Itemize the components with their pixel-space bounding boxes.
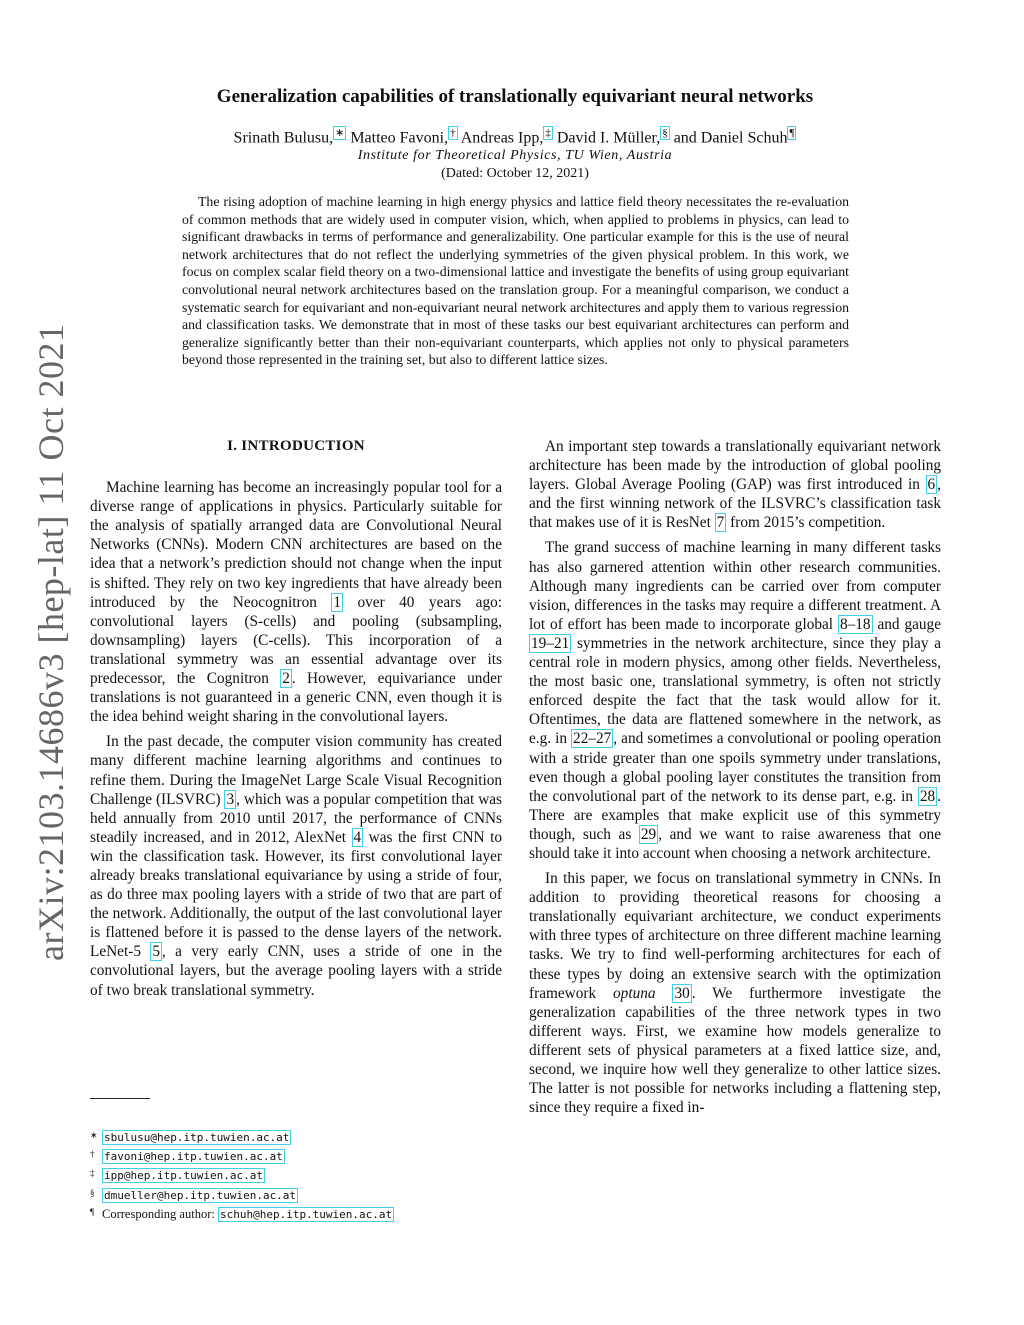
footnote bbox=[90, 1165, 490, 1184]
footnote bbox=[90, 1127, 490, 1146]
body-text: , and we want to raise awareness that one should take it into account when choosing a network architecture. bbox=[529, 825, 941, 862]
body-paragraph bbox=[529, 538, 941, 863]
abstract bbox=[182, 193, 849, 369]
author-footnote-link[interactable]: ¶ bbox=[789, 127, 795, 139]
footnote-mark: § bbox=[90, 1187, 95, 1198]
body-text: , which was a popular competition that was held annually from 2010 until 2017, the performance of CNNs steadily increased, and in 2012, AlexNet bbox=[90, 790, 502, 846]
left-column-body bbox=[90, 478, 502, 1000]
left-column bbox=[90, 437, 502, 1006]
right-column-body bbox=[529, 437, 941, 1117]
email-link[interactable]: dmueller@hep.itp.tuwien.ac.at bbox=[104, 1188, 297, 1202]
body-text: . However, equivariance under translations is not guaranteed in a generic CNN, even though it is the idea behind weight sharing in the convolutional layers. bbox=[90, 670, 502, 726]
body-text: , a very early CNN, uses a stride of one in the convolutional layers, but the average pooling layers with a stride of two break translational symmetry. bbox=[90, 943, 502, 999]
arxiv-sidebar bbox=[18, 323, 78, 965]
body-text: An important step towards a translationally equivariant network architecture has been made by the introduction of global pooling layers. Global Average Pooling (GAP) was first introduced in bbox=[529, 438, 941, 494]
body-text: and gauge bbox=[872, 615, 941, 633]
body-text: In this paper, we focus on translational symmetry in CNNs. In addition to providing theoretical reasons for choosing a translationally equivariant architecture, we conduct experiments with three types of architecture on three different machine learning tasks. We try to find well-performing architectures for each of these types by doing an extensive search with the optimization framework bbox=[529, 870, 941, 1002]
footnote-prefix: Corresponding author: bbox=[102, 1206, 218, 1221]
body-text: symmetries in the network architecture, since they play a central role in modern physics, among other fields. Nevertheless, the most basic one, translational symmetry, is often not strictly enforced despite the fact that the task would allow for it. Oftentimes, the data are flattened somewhere in the network, as e.g. in bbox=[529, 634, 941, 748]
reference-link[interactable]: 3 bbox=[226, 790, 235, 808]
reference-link[interactable]: 7 bbox=[716, 514, 725, 532]
body-text: from 2015’s competition. bbox=[726, 514, 886, 532]
body-text: . There are examples that make explicit use of this symmetry though, such as bbox=[529, 787, 941, 843]
body-text: In the past decade, the computer vision community has created many different machine learning algorithms and continues to refine them. During the ImageNet Large Scale Visual Recognition Challenge (ILSVRC) bbox=[90, 733, 502, 808]
abstract-text: The rising adoption of machine learning in high energy physics and lattice field theory necessitates the re-evaluation of common methods that are widely used in computer vision, which, when applied to problems in physics, can lead to significant drawbacks in terms of performance and generalizability. One particular example for this is the use of neural network architectures that do not reflect the underlying symmetries of the given physical problem. In this work, we focus on complex scalar field theory on a two-dimensional lattice and investigate the benefits of using group equivariant convolutional neural network architectures based on the translation group. For a meaningful comparison, we conduct a systematic search for equivariant and non-equivariant neural network architectures and apply them to various regression and classification tasks. We demonstrate that in most of these tasks our best equivariant architectures can perform and generalize significantly better than their non-equivariant counterparts, which applies not only to physical parameters beyond those represented in the training set, but also to different lattice sizes. bbox=[182, 194, 849, 368]
email-link[interactable]: ipp@hep.itp.tuwien.ac.at bbox=[104, 1169, 263, 1183]
body-paragraph bbox=[90, 732, 502, 999]
author-footnote-link[interactable]: § bbox=[662, 127, 668, 139]
body-text: was the first CNN to win the classification task. However, its first convolutional layer already breaks translational equivariance by using a stride of four, as do three max pooling layers with a stride of two that are part of the network. Additionally, the output of the last convolutional layer is flattened before it is passed to the dense layers of the network. LeNet-5 bbox=[90, 828, 502, 961]
reference-link[interactable]: 1 bbox=[333, 593, 342, 611]
footnote bbox=[90, 1185, 490, 1204]
body-text: , and sometimes a convolutional or pooling operation with a stride greater than one spoils symmetry under translations, even though a global pooling layer constitutes the transition from the convolutional part of the network to its dense part, e.g. in bbox=[529, 730, 941, 805]
footnote-mark: ¶ bbox=[90, 1206, 95, 1217]
emphasis-text: optuna bbox=[613, 984, 656, 1002]
author-name: Andreas Ipp, bbox=[460, 129, 544, 147]
footnotes bbox=[90, 1127, 490, 1223]
author-footnote-link[interactable]: ‡ bbox=[545, 127, 551, 139]
body-paragraph bbox=[90, 478, 502, 726]
body-paragraph bbox=[529, 437, 941, 532]
footnote bbox=[90, 1146, 490, 1165]
author-name: Matteo Favoni, bbox=[350, 129, 449, 147]
body-text: . We furthermore investigate the generalization capabilities of the three network types in two different ways. First, we examine how models generalize to different sets of physical parameters at a fixed lattice size, and, second, we inquire how well they generalize to other lattice sizes. The latter is not possible for networks including a flattening step, since they require a fixed in- bbox=[529, 984, 941, 1117]
body-text: over 40 years ago: convolutional layers (S-cells) and pooling (subsampling, downsampling) layers (C-cells). This incorporation of a translational symmetry was an essential advantage over its predecessor, the Cognitron bbox=[90, 593, 503, 688]
email-link[interactable]: sbulusu@hep.itp.tuwien.ac.at bbox=[104, 1131, 290, 1144]
footnote-mark: † bbox=[90, 1149, 95, 1160]
author-list bbox=[100, 128, 930, 147]
right-column bbox=[529, 437, 941, 1123]
reference-link[interactable]: 2 bbox=[282, 670, 290, 688]
body-text: , and the first winning network of the ILSVRC’s classification task that makes use of it is ResNet bbox=[529, 476, 941, 532]
reference-link[interactable]: 5 bbox=[152, 943, 160, 961]
author-footnote-link[interactable]: ∗ bbox=[335, 127, 345, 139]
body-text: The grand success of machine learning in many different tasks has also garnered attention within other research communities. Although many ingredients can be carried over from computer vision, differences in the tasks may require a different treatment. A lot of effort has been made to incorporate global bbox=[529, 539, 941, 633]
author-footnote-link[interactable]: † bbox=[450, 127, 456, 139]
reference-link[interactable]: 28 bbox=[919, 787, 936, 805]
author-name: Srinath Bulusu, bbox=[233, 129, 334, 147]
reference-link[interactable]: 30 bbox=[674, 984, 690, 1002]
body-text: Machine learning has become an increasingly popular tool for a diverse range of applications in physics. Particularly suitable for the analysis of spatially arranged data are Convolutional Neural Networks (CNNs). Modern CNN architectures are based on the idea that a network’s prediction should not change when the input is shifted. They rely on two key ingredients that have already been introduced by the Neocognitron bbox=[90, 479, 502, 611]
paper-title: Generalization capabilities of translationally equivariant neural networks bbox=[216, 86, 814, 107]
reference-link[interactable]: 4 bbox=[353, 828, 362, 846]
footnote-rule bbox=[90, 1098, 150, 1099]
email-link[interactable]: favoni@hep.itp.tuwien.ac.at bbox=[104, 1150, 283, 1164]
reference-link[interactable]: 19–21 bbox=[531, 634, 570, 652]
reference-link[interactable]: 22–27 bbox=[573, 730, 612, 748]
footnote bbox=[90, 1204, 490, 1223]
email-link[interactable]: schuh@hep.itp.tuwien.ac.at bbox=[219, 1207, 393, 1221]
author-name: and Daniel Schuh bbox=[673, 129, 788, 147]
affiliation: Institute for Theoretical Physics, TU Wien, Austria bbox=[357, 148, 673, 163]
reference-link[interactable]: 29 bbox=[640, 825, 657, 843]
section-heading: I. INTRODUCTION bbox=[227, 438, 365, 454]
reference-link[interactable]: 8–18 bbox=[839, 615, 871, 633]
author-name: David I. Müller, bbox=[556, 129, 661, 147]
footnote-mark: ∗ bbox=[90, 1130, 98, 1140]
body-text bbox=[656, 985, 673, 1002]
footnote-mark: ‡ bbox=[90, 1168, 95, 1179]
date-line: (Dated: October 12, 2021) bbox=[441, 166, 589, 181]
reference-link[interactable]: 6 bbox=[927, 476, 936, 494]
arxiv-identifier[interactable]: arXiv:2103.14686v3 [hep-lat] 11 Oct 2021 bbox=[31, 323, 71, 961]
body-paragraph bbox=[529, 869, 941, 1117]
